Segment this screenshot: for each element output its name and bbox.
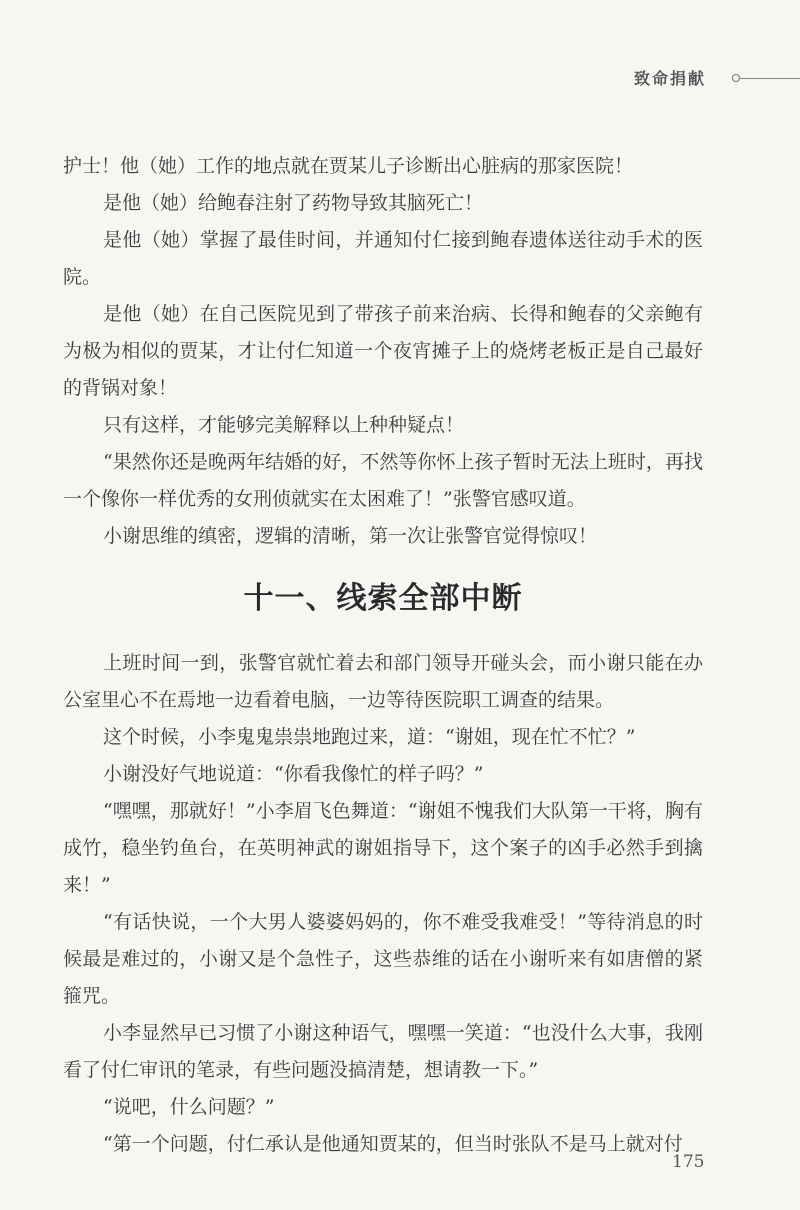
- body-paragraph: 小李显然早已习惯了小谢这种语气，嘿嘿一笑道：“也没什么大事，我刚看了付仁审讯的笔录，有些问题没搞清楚，想请教一下。”: [63, 1022, 703, 1081]
- body-paragraph: 只有这样，才能够完美解释以上种种疑点！: [103, 414, 465, 436]
- section-before: [63, 148, 703, 555]
- body-paragraph: “第一个问题，付仁承认是他通知贾某的，但当时张队不是马上就对付: [103, 1133, 683, 1155]
- running-title: 致命捐献: [634, 69, 707, 88]
- body-paragraph: 护士！他（她）工作的地点就在贾某儿子诊断出心脏病的那家医院！: [63, 155, 634, 177]
- body-paragraph: 小谢思维的缜密，逻辑的清晰，第一次让张警官觉得惊叹！: [103, 525, 598, 547]
- running-header: [620, 66, 800, 90]
- body-paragraph: “嘿嘿，那就好！”小李眉飞色舞道：“谢姐不愧我们大队第一干将，胸有成竹，稳坐钓鱼台，在英明神武的谢姐指导下，这个案子的凶手必然手到擒来！”: [63, 800, 703, 896]
- body-paragraph: 是他（她）给鲍春注射了药物导致其脑死亡！: [103, 192, 484, 214]
- page-number: 175: [672, 1152, 705, 1172]
- body-paragraph: 小谢没好气地说道：“你看我像忙的样子吗？”: [103, 763, 484, 785]
- body-paragraph: 是他（她）在自己医院见到了带孩子前来治病、长得和鲍春的父亲鲍有为极为相似的贾某，才让付仁知道一个夜宵摊子上的烧烤老板正是自己最好的背锅对象！: [63, 303, 703, 399]
- body-paragraph: 上班时间一到，张警官就忙着去和部门领导开碰头会，而小谢只能在办公室里心不在焉地一边看着电脑，一边等待医院职工调查的结果。: [63, 652, 703, 711]
- body-paragraph: “说吧，什么问题？”: [103, 1096, 275, 1118]
- body-paragraph: 这个时候，小李鬼鬼祟祟地跑过来，道：“谢姐，现在忙不忙？”: [103, 726, 636, 748]
- header-rule: [740, 78, 800, 79]
- page-body: [63, 148, 703, 1163]
- body-paragraph: “果然你还是晚两年结婚的好，不然等你怀上孩子暂时无法上班时，再找一个像你一样优秀的女刑侦就实在太困难了！”张警官感叹道。: [63, 451, 703, 510]
- body-paragraph: 是他（她）掌握了最佳时间，并通知付仁接到鲍春遗体送往动手术的医院。: [63, 229, 703, 288]
- section-after: [63, 645, 703, 1163]
- header-circle-ornament: [732, 74, 740, 82]
- body-paragraph: “有话快说，一个大男人婆婆妈妈的，你不难受我难受！”等待消息的时候最是难过的，小谢又是个急性子，这些恭维的话在小谢听来有如唐僧的紧箍咒。: [63, 911, 703, 1007]
- chapter-title: 十一、线索全部中断: [243, 581, 523, 616]
